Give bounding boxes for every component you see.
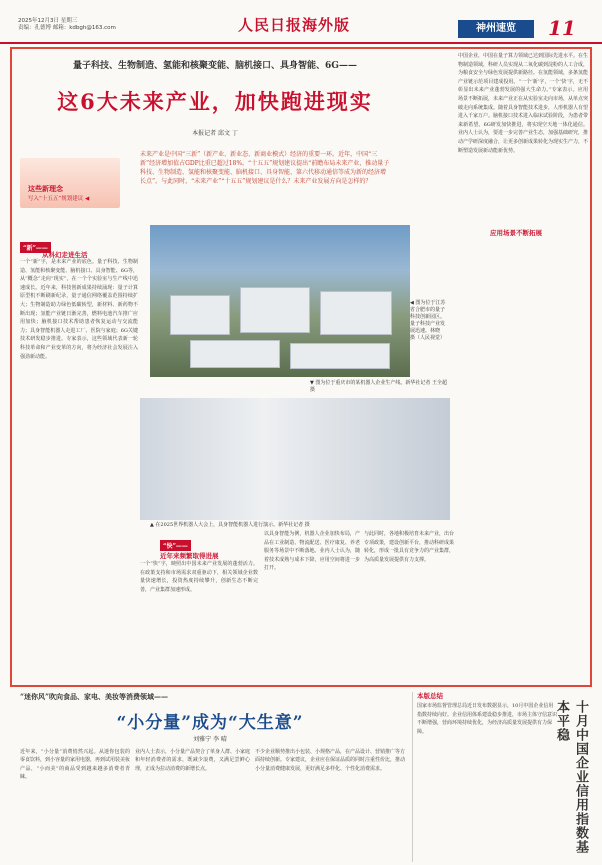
photo-caption-2: ▼ 图为位于重庆市的某机器人企业生产线。新华社记者 王全超 摄 xyxy=(310,380,448,393)
article-headline: 这6大未来产业，加快跑进现实 xyxy=(57,89,373,114)
bottom-article-byline: 刘雅宁 李 晴 xyxy=(193,736,227,743)
article-kicker: 量子科技、生物制造、氢能和核聚变能、脑机接口、具身智能、6G—— xyxy=(73,61,357,71)
vertical-headline: 十月中国企业信用指数基本平稳 xyxy=(554,700,588,854)
photo-caption-1: ◀ 图为位于江苏省合肥市的量子科技创新园区。量子科技产业发展迅速。林晓 摄（人民视觉） xyxy=(410,300,446,341)
section-label: 神州速览 xyxy=(458,20,534,38)
header-meta xyxy=(18,18,116,32)
promo-box[interactable] xyxy=(20,158,120,208)
page-header xyxy=(0,0,602,44)
brief-title: 本版总结 xyxy=(417,692,443,700)
page-number: 11 xyxy=(548,16,576,40)
article-lead: 未来产业是中国“三新”（新产业、新业态、新商业模式）经济的重要一环。近年，中国“三新”经济增加值占GDP比重已超过18%。“十五五”规划建议提出“前瞻布局未来产业，推动量子科技、生物制造、氢能和核聚变能、脑机接口、具身智能、第六代移动通信等成为新的经济增长点”。与此同时，“未来产业”“十五五”规划建议是什么？未来产业发展方向是怎样的？ xyxy=(140,151,390,185)
subhead-1: 从科幻走进生活 xyxy=(42,251,88,259)
photo-caption-3: ▲ 在2025世界机器人大会上，具身智能机器人进行演示。新华社记者 摄 xyxy=(150,522,310,528)
article-column-3: 以具身智能为例，机器人企业加快布局，产品在工业制造、物流配送、医疗康复、养老服务等场景中不断落地。业内人士认为，随着技术成熟与成本下降，应用空间将进一步打开。 xyxy=(264,531,360,572)
bottom-column-2: 业内人士表示，小分量产品契合了单身人群、小家庭和年轻消费者的需求，既减少浪费，又满足尝鲜心理，正成为拉动消费的新增长点。 xyxy=(135,749,250,772)
subhead-2: 近年来频繁取得进展 xyxy=(160,552,219,560)
article-byline: 本报记者 邱文 丁 xyxy=(192,130,238,137)
section-badge-new: “新”—— xyxy=(20,242,51,253)
promo-subtitle: 写入“十五五”规划建议 ◀ xyxy=(28,196,90,202)
bottom-article-kicker: “迷你风”吹向食品、家电、美妆等消费领域—— xyxy=(20,692,169,701)
article-column-5: 中国企业，中国在量子算力领域已达到国际先进水平。在生物制造领域，科研人员实现从二氧化碳到淀粉的人工合成，为粮食安全与绿色发展提供新路径。在氢能领域，多条氢能产业链示范项目建成投用。“一个‘新’字，一个‘快’字，无不彰显出未来产业蓬勃发展的强大生命力。”专家表示。应用场景不断拓展，未来产业正在从实验室走向市场，从单点突破走向系统集成。随着具身智能技术进步，人形机器人有望进入千家万户。脑机接口技术进入临床试验阶段，为患者带来新希望。6G研发加快推进，将实现空天地一体化通信。业内人士认为，要进一步完善产业生态，加强基础研究，推动产学研深度融合，让更多创新成果转化为现实生产力，不断塑造发展新动能新优势。 xyxy=(458,53,588,154)
article-column-1: 一个“新”字，是未来产业的底色。量子科技、生物制造、氢能和核聚变能、脑机接口、具身智能、6G等，从“概念”走向“现实”，在一个个实验室与生产线中迅速成长。近年来，科技创新成果持续涌现：量子计算原型机不断刷新纪录，量子通信网络覆盖范围持续扩大；生物制造助力绿色低碳转型，新材料、新药物不断出现；氢能产业链日渐完善，燃料电池汽车推广应用加快；脑机接口技术帮助患者恢复运动与交流能力；具身智能机器人走进工厂、医院与家庭；6G关键技术研发稳步推进。专家表示，这些领域代表新一轮科技革命和产业变革的方向，将为经济社会发展注入强劲新动能。 xyxy=(20,259,138,360)
newspaper-logo: 人民日报海外版 xyxy=(238,16,351,34)
article-column-2: 一个“快”字，映照出中国未来产业发展的蓬勃活力。在政策支持和市场需求双重驱动下，相关领域企业数量快速增长，投资热度持续攀升，创新生态不断完善，产业集群加速形成。 xyxy=(140,561,258,593)
brief-text: 国家市场监督管理总局近日发布数据显示，10月中国企业信用指数持续向好。企业信用体系建设稳步推进，市场主体守信意识不断增强，营商环境持续优化，为经济高质量发展提供有力保障。 xyxy=(417,703,557,735)
subhead-3: 应用场景不断拓展 xyxy=(490,229,542,237)
news-brief xyxy=(412,692,557,862)
bottom-column-1: 近年来，“小分量”消费悄然兴起。从迷你包装的零食饮料，到小容量的家用电器，再到试用装美妆产品，“小而美”的商品受到越来越多消费者青睐。 xyxy=(20,749,130,781)
promo-title: 这些新理念 xyxy=(28,185,63,193)
article-column-4: 与此同时，各地积极培育未来产业，出台专项政策，建设创新平台，推动科研成果转化，形成一批具有竞争力的产业集群，为高质量发展提供有力支撑。 xyxy=(364,531,454,563)
section-badge-fast: “快”—— xyxy=(160,540,191,551)
issue-date: 2025年12月3日 星期三 xyxy=(18,18,78,24)
robot-expo-photo xyxy=(140,398,450,520)
industrial-park-photo xyxy=(150,225,410,377)
bottom-article-headline: “小分量”成为“大生意” xyxy=(116,713,304,733)
editor-info: 责编：孔德博 邮箱：kdbgh@163.com xyxy=(18,25,116,31)
bottom-column-3: 不少企业顺势推出小包装、小规格产品，在产品设计、营销推广等方面持续创新。专家建议，企业应在保证品质的同时注重性价比，推动小分量消费健康发展，更好满足多样化、个性化消费需求。 xyxy=(255,749,405,772)
